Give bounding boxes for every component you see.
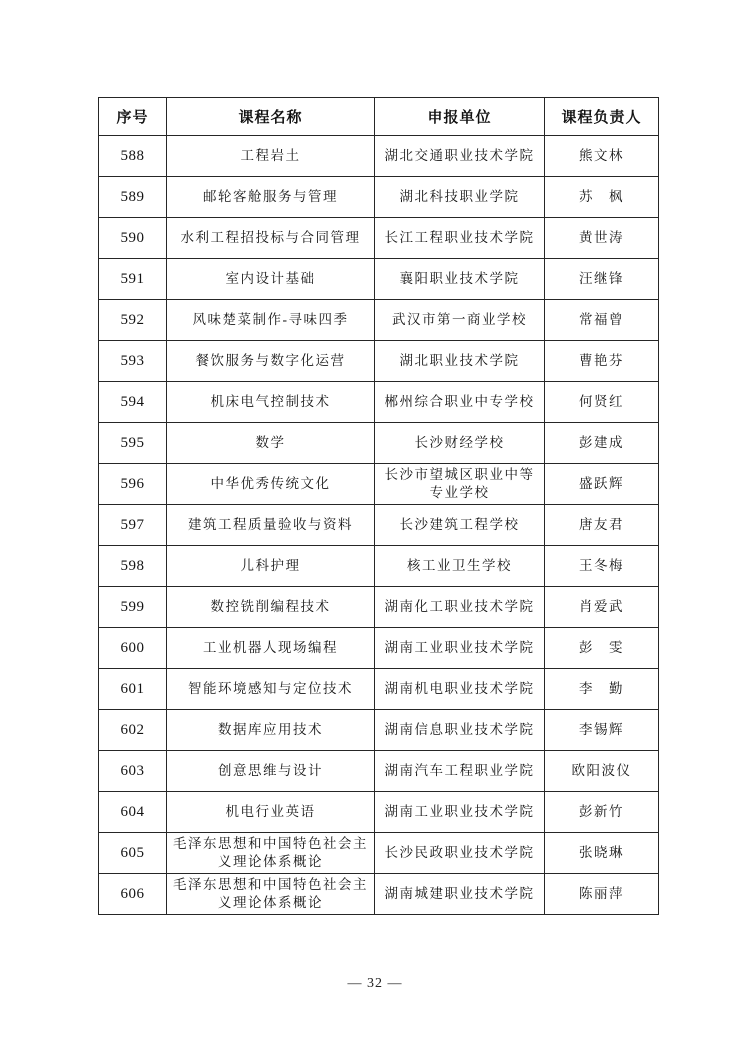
table-row — [99, 505, 659, 546]
row-no: 592 — [99, 300, 167, 341]
table-row — [99, 628, 659, 669]
applicant-unit: 湖南工业职业技术学院 — [375, 792, 545, 833]
course-leader: 李锡辉 — [545, 710, 659, 751]
course-name: 室内设计基础 — [167, 259, 375, 300]
applicant-unit: 湖南城建职业技术学院 — [375, 874, 545, 915]
table-row — [99, 423, 659, 464]
row-no: 589 — [99, 177, 167, 218]
table-row — [99, 751, 659, 792]
applicant-unit: 湖南工业职业技术学院 — [375, 628, 545, 669]
row-no: 606 — [99, 874, 167, 915]
table-row — [99, 464, 659, 505]
row-no: 604 — [99, 792, 167, 833]
course-leader: 常福曾 — [545, 300, 659, 341]
course-leader: 彭建成 — [545, 423, 659, 464]
row-no: 601 — [99, 669, 167, 710]
course-name: 机床电气控制技术 — [167, 382, 375, 423]
course-name: 数据库应用技术 — [167, 710, 375, 751]
course-name: 风味楚菜制作-寻味四季 — [167, 300, 375, 341]
applicant-unit: 长江工程职业技术学院 — [375, 218, 545, 259]
course-name: 数学 — [167, 423, 375, 464]
course-leader: 黄世涛 — [545, 218, 659, 259]
row-no: 605 — [99, 833, 167, 874]
applicant-unit: 湖南化工职业技术学院 — [375, 587, 545, 628]
page-number: — 32 — — [347, 976, 403, 991]
course-name: 智能环境感知与定位技术 — [167, 669, 375, 710]
applicant-unit: 长沙财经学校 — [375, 423, 545, 464]
row-no: 590 — [99, 218, 167, 259]
course-name: 建筑工程质量验收与资料 — [167, 505, 375, 546]
course-leader: 王冬梅 — [545, 546, 659, 587]
table-row — [99, 546, 659, 587]
row-no: 588 — [99, 136, 167, 177]
row-no: 591 — [99, 259, 167, 300]
applicant-unit: 湖北交通职业技术学院 — [375, 136, 545, 177]
course-name: 毛泽东思想和中国特色社会主义理论体系概论 — [167, 874, 375, 915]
table-row — [99, 218, 659, 259]
course-leader: 盛跃辉 — [545, 464, 659, 505]
applicant-unit: 湖南信息职业技术学院 — [375, 710, 545, 751]
course-name: 中华优秀传统文化 — [167, 464, 375, 505]
applicant-unit: 长沙建筑工程学校 — [375, 505, 545, 546]
table-row — [99, 792, 659, 833]
table-row — [99, 710, 659, 751]
table-row — [99, 382, 659, 423]
table-row — [99, 177, 659, 218]
applicant-unit: 湖北科技职业学院 — [375, 177, 545, 218]
row-no: 597 — [99, 505, 167, 546]
column-header-course-name: 课程名称 — [167, 98, 375, 136]
course-name: 毛泽东思想和中国特色社会主义理论体系概论 — [167, 833, 375, 874]
column-header-applicant-unit: 申报单位 — [375, 98, 545, 136]
course-leader: 熊文林 — [545, 136, 659, 177]
row-no: 600 — [99, 628, 167, 669]
applicant-unit: 湖北职业技术学院 — [375, 341, 545, 382]
course-leader: 苏 枫 — [545, 177, 659, 218]
course-leader: 肖爱武 — [545, 587, 659, 628]
row-no: 598 — [99, 546, 167, 587]
course-name: 餐饮服务与数字化运营 — [167, 341, 375, 382]
applicant-unit: 湖南机电职业技术学院 — [375, 669, 545, 710]
course-leader: 欧阳波仪 — [545, 751, 659, 792]
course-leader: 彭 雯 — [545, 628, 659, 669]
row-no: 595 — [99, 423, 167, 464]
row-no: 603 — [99, 751, 167, 792]
row-no: 602 — [99, 710, 167, 751]
course-leader: 陈丽萍 — [545, 874, 659, 915]
course-table-header — [99, 98, 659, 136]
course-table-body — [99, 136, 659, 915]
applicant-unit: 长沙民政职业技术学院 — [375, 833, 545, 874]
row-no: 594 — [99, 382, 167, 423]
course-leader: 唐友君 — [545, 505, 659, 546]
course-leader: 彭新竹 — [545, 792, 659, 833]
course-name: 工业机器人现场编程 — [167, 628, 375, 669]
table-row — [99, 833, 659, 874]
course-name: 数控铣削编程技术 — [167, 587, 375, 628]
row-no: 593 — [99, 341, 167, 382]
course-leader: 李 勤 — [545, 669, 659, 710]
course-name: 工程岩土 — [167, 136, 375, 177]
applicant-unit: 核工业卫生学校 — [375, 546, 545, 587]
table-row — [99, 669, 659, 710]
course-name: 儿科护理 — [167, 546, 375, 587]
table-row — [99, 300, 659, 341]
table-row — [99, 587, 659, 628]
row-no: 596 — [99, 464, 167, 505]
course-leader: 张晓琳 — [545, 833, 659, 874]
course-leader: 汪继锋 — [545, 259, 659, 300]
course-name: 水利工程招投标与合同管理 — [167, 218, 375, 259]
table-row — [99, 259, 659, 300]
table-row — [99, 341, 659, 382]
course-name: 创意思维与设计 — [167, 751, 375, 792]
applicant-unit: 长沙市望城区职业中等专业学校 — [375, 464, 545, 505]
course-leader: 何贤红 — [545, 382, 659, 423]
applicant-unit: 襄阳职业技术学院 — [375, 259, 545, 300]
header-row — [99, 98, 659, 136]
course-name: 邮轮客舱服务与管理 — [167, 177, 375, 218]
course-leader: 曹艳芬 — [545, 341, 659, 382]
course-table — [98, 97, 659, 915]
column-header-no: 序号 — [99, 98, 167, 136]
applicant-unit: 武汉市第一商业学校 — [375, 300, 545, 341]
row-no: 599 — [99, 587, 167, 628]
applicant-unit: 湖南汽车工程职业学院 — [375, 751, 545, 792]
table-row — [99, 874, 659, 915]
column-header-course-leader: 课程负责人 — [545, 98, 659, 136]
course-name: 机电行业英语 — [167, 792, 375, 833]
table-row — [99, 136, 659, 177]
applicant-unit: 郴州综合职业中专学校 — [375, 382, 545, 423]
